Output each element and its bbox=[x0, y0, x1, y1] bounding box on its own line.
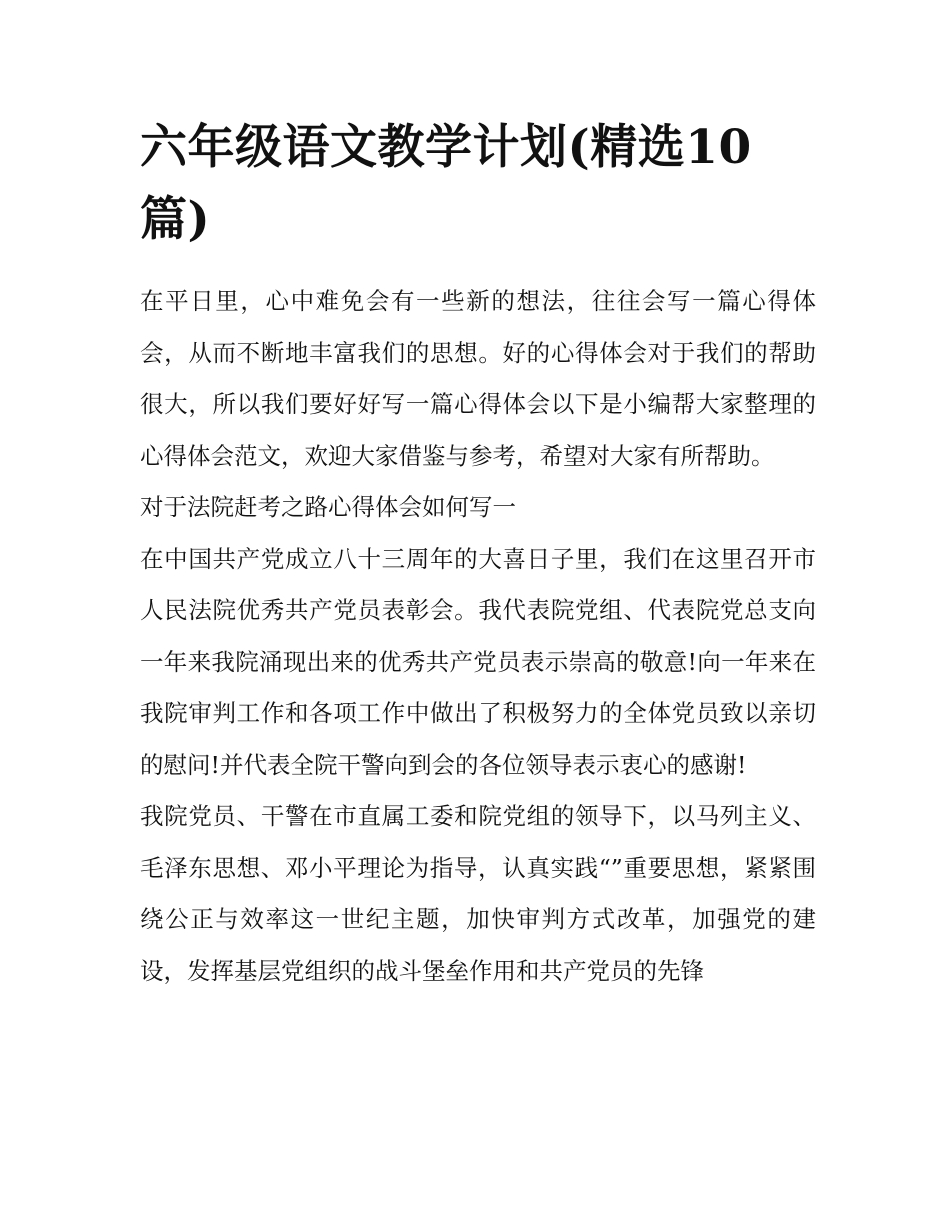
section-heading: 对于法院赶考之路心得体会如何写一 bbox=[140, 493, 516, 521]
body-paragraph: 在中国共产党成立八十三周年的大喜日子里，我们在这里召开市人民法院优秀共产党员表彰会。我代表院党组、代表院党总支向一年来我院涌现出来的优秀共产党员表示崇高的敬意!向一年来在我院审判工作和各项工作中做出了积极努力的全体党员致以亲切的慰问!并代表全院干警向到会的各位领导表示衷心的感谢! bbox=[140, 544, 816, 779]
intro-paragraph: 在平日里，心中难免会有一些新的想法，往往会写一篇心得体会，从而不断地丰富我们的思想。好的心得体会对于我们的帮助很大，所以我们要好好写一篇心得体会以下是小编帮大家整理的心得体会范文，欢迎大家借鉴与参考，希望对大家有所帮助。 bbox=[140, 287, 816, 470]
body-paragraph: 我院党员、干警在市直属工委和院党组的领导下，以马列主义、毛泽东思想、邓小平理论为指导，认真实践“”重要思想，紧紧围绕公正与效率这一世纪主题，加快审判方式改革，加强党的建设，发挥基层党组织的战斗堡垒作用和共产党员的先锋 bbox=[140, 802, 816, 985]
document-page bbox=[140, 112, 816, 997]
document-title: 六年级语文教学计划(精选10篇) bbox=[140, 120, 752, 247]
